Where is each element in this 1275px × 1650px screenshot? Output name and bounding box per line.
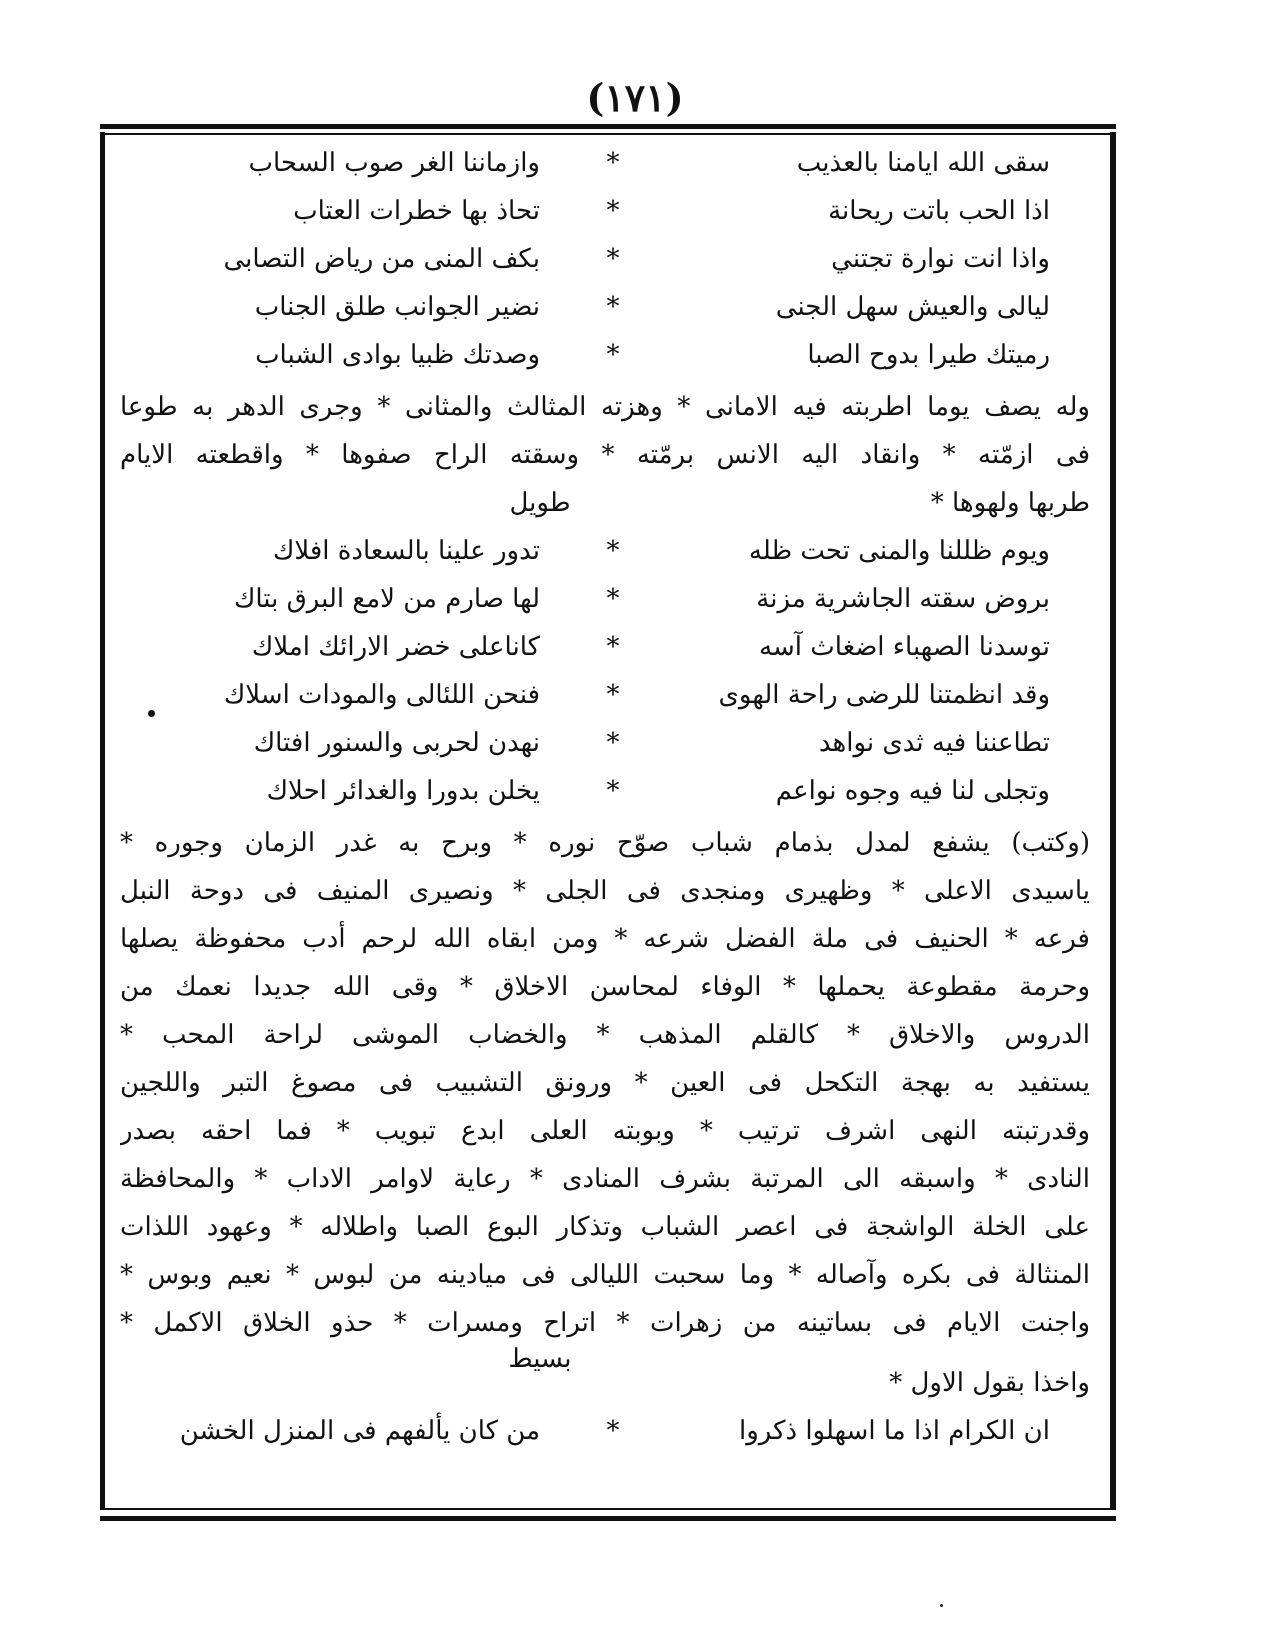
hemistich-first: توسدنا الصهباء اضغاث آسه bbox=[759, 632, 1050, 662]
bottom-rule bbox=[100, 1508, 1116, 1521]
left-border bbox=[100, 132, 105, 1510]
hemistich-first: وتجلى لنا فيه وجوه نواعم bbox=[775, 776, 1050, 806]
verse-separator: * bbox=[606, 340, 620, 370]
hemistich-first: تطاعننا فيه ثدى نواهد bbox=[818, 728, 1050, 758]
hemistich-first: واذا انت نوارة تجتني bbox=[831, 244, 1050, 274]
prose-line: المنثالة فى بكره وآصاله * وما سحبت الليالى فى ميادينه من لبوس * نعيم وبوس * bbox=[120, 1260, 1090, 1290]
prose-line: ياسيدى الاعلى * وظهيرى ومنجدى فى الجلى * ونصيرى المنيف فى دوحة النبل bbox=[120, 876, 1090, 906]
prose-line: فى ازمّته * وانقاد اليه الانس برمّته * وسقته الراح صفوها * واقطعته الايام bbox=[120, 440, 1090, 470]
hemistich-first: ويوم ظللنا والمنى تحت ظله bbox=[748, 536, 1050, 566]
verse-line bbox=[150, 186, 1050, 236]
prose-line: فرعه * الحنيف فى ملة الفضل شرعه * ومن ابقاه الله لرحم أدب محفوظة يصلها bbox=[120, 924, 1090, 954]
hemistich-first: ان الكرام اذا ما اسهلوا ذكروا bbox=[738, 1416, 1050, 1446]
prose-line: واخذا بقول الاول * bbox=[889, 1368, 1090, 1398]
hemistich-second: من كان يألفهم فى المنزل الخشن bbox=[179, 1416, 540, 1446]
prose-line: طربها ولهوها * bbox=[930, 488, 1090, 518]
verse-line bbox=[150, 574, 1050, 624]
verse-separator: * bbox=[606, 1416, 620, 1446]
hemistich-second: يخلن بدورا والغدائر احلاك bbox=[266, 776, 540, 806]
ink-dot bbox=[148, 710, 155, 717]
hemistich-first: وقد انظمتنا للرضى راحة الهوى bbox=[718, 680, 1050, 710]
hemistich-second: تدور علينا بالسعادة افلاك bbox=[272, 536, 540, 566]
prose-line: يستفيد به بهجة التكحل فى العين * ورونق التشبيب فى مصوغ التبر واللجين bbox=[120, 1068, 1090, 1098]
prose-line: النادى * واسبقه الى المرتبة بشرف المنادى * رعاية لاوامر الاداب * والمحافظة bbox=[120, 1164, 1090, 1194]
verse-line bbox=[150, 766, 1050, 816]
hemistich-second: لها صارم من لامع البرق بتاك bbox=[233, 584, 540, 614]
verse-line bbox=[150, 282, 1050, 332]
hemistich-second: وازماننا الغر صوب السحاب bbox=[248, 148, 540, 178]
verse-separator: * bbox=[606, 292, 620, 322]
hemistich-second: نضير الجوانب طلق الجناب bbox=[254, 292, 540, 322]
hemistich-second: وصدتك ظبيا بوادى الشباب bbox=[255, 340, 540, 370]
verse-line bbox=[150, 1406, 1050, 1456]
hemistich-second: فنحن اللئالى والمودات اسلاك bbox=[223, 680, 540, 710]
meter-label: طويل bbox=[509, 488, 571, 518]
hemistich-first: بروض سقته الجاشرية مزنة bbox=[756, 584, 1050, 614]
prose-line: واجنت الايام فى بساتينه من زهرات * اتراح ومسرات * حذو الخلاق الاكمل * bbox=[120, 1308, 1090, 1338]
verse-separator: * bbox=[606, 632, 620, 662]
hemistich-first: سقى الله ايامنا بالعذيب bbox=[796, 148, 1050, 178]
verse-separator: * bbox=[606, 196, 620, 226]
verse-line bbox=[150, 622, 1050, 672]
right-border bbox=[1110, 132, 1116, 1510]
verse-separator: * bbox=[606, 148, 620, 178]
prose-line: (وكتب) يشفع لمدل بذمام شباب صوّح نوره * وبرح به غدر الزمان وجوره * bbox=[120, 828, 1090, 858]
verse-line bbox=[150, 670, 1050, 720]
prose-line: وقدرتبته النهى اشرف ترتيب * وبوبته العلى ابدع تبويب * فما احقه بصدر bbox=[120, 1116, 1090, 1146]
verse-separator: * bbox=[606, 536, 620, 566]
prose-line: الدروس والاخلاق * كالقلم المذهب * والخضاب الموشى لراحة المحب * bbox=[120, 1020, 1090, 1050]
prose-line: وله يصف يوما اطربته فيه الامانى * وهزته المثالث والمثانى * وجرى الدهر به طوعا bbox=[120, 392, 1090, 422]
page-text bbox=[120, 138, 1090, 1498]
prose-line: على الخلة الواشجة فى اعصر الشباب وتذكار البوع الصبا واطلاله * وعهود اللذات bbox=[120, 1212, 1090, 1242]
hemistich-first: اذا الحب باتت ريحانة bbox=[828, 196, 1050, 226]
hemistich-second: كاناعلى خضر الارائك املاك bbox=[251, 632, 540, 662]
verse-separator: * bbox=[606, 680, 620, 710]
verse-line bbox=[150, 330, 1050, 380]
verse-line bbox=[150, 526, 1050, 576]
ink-speck bbox=[940, 1604, 943, 1607]
hemistich-first: رميتك طيرا بدوح الصبا bbox=[807, 340, 1050, 370]
verse-line bbox=[150, 234, 1050, 284]
hemistich-second: نهدن لحربى والسنور افتاك bbox=[253, 728, 540, 758]
verse-line bbox=[150, 718, 1050, 768]
top-rule bbox=[100, 124, 1116, 135]
page-number: (١٧١) bbox=[586, 75, 684, 120]
prose-line: وحرمة مقطوعة يحملها * الوفاء لمحاسن الاخلاق * وقى الله جديدا نعمك من bbox=[120, 972, 1090, 1002]
hemistich-first: ليالى والعيش سهل الجنى bbox=[775, 292, 1050, 322]
meter-label: بسيط bbox=[508, 1344, 572, 1374]
hemistich-second: تحاذ بها خطرات العتاب bbox=[293, 196, 540, 226]
verse-line bbox=[150, 138, 1050, 188]
verse-separator: * bbox=[606, 776, 620, 806]
verse-separator: * bbox=[606, 728, 620, 758]
verse-separator: * bbox=[606, 584, 620, 614]
hemistich-second: بكف المنى من رياض التصابى bbox=[223, 244, 540, 274]
verse-separator: * bbox=[606, 244, 620, 274]
